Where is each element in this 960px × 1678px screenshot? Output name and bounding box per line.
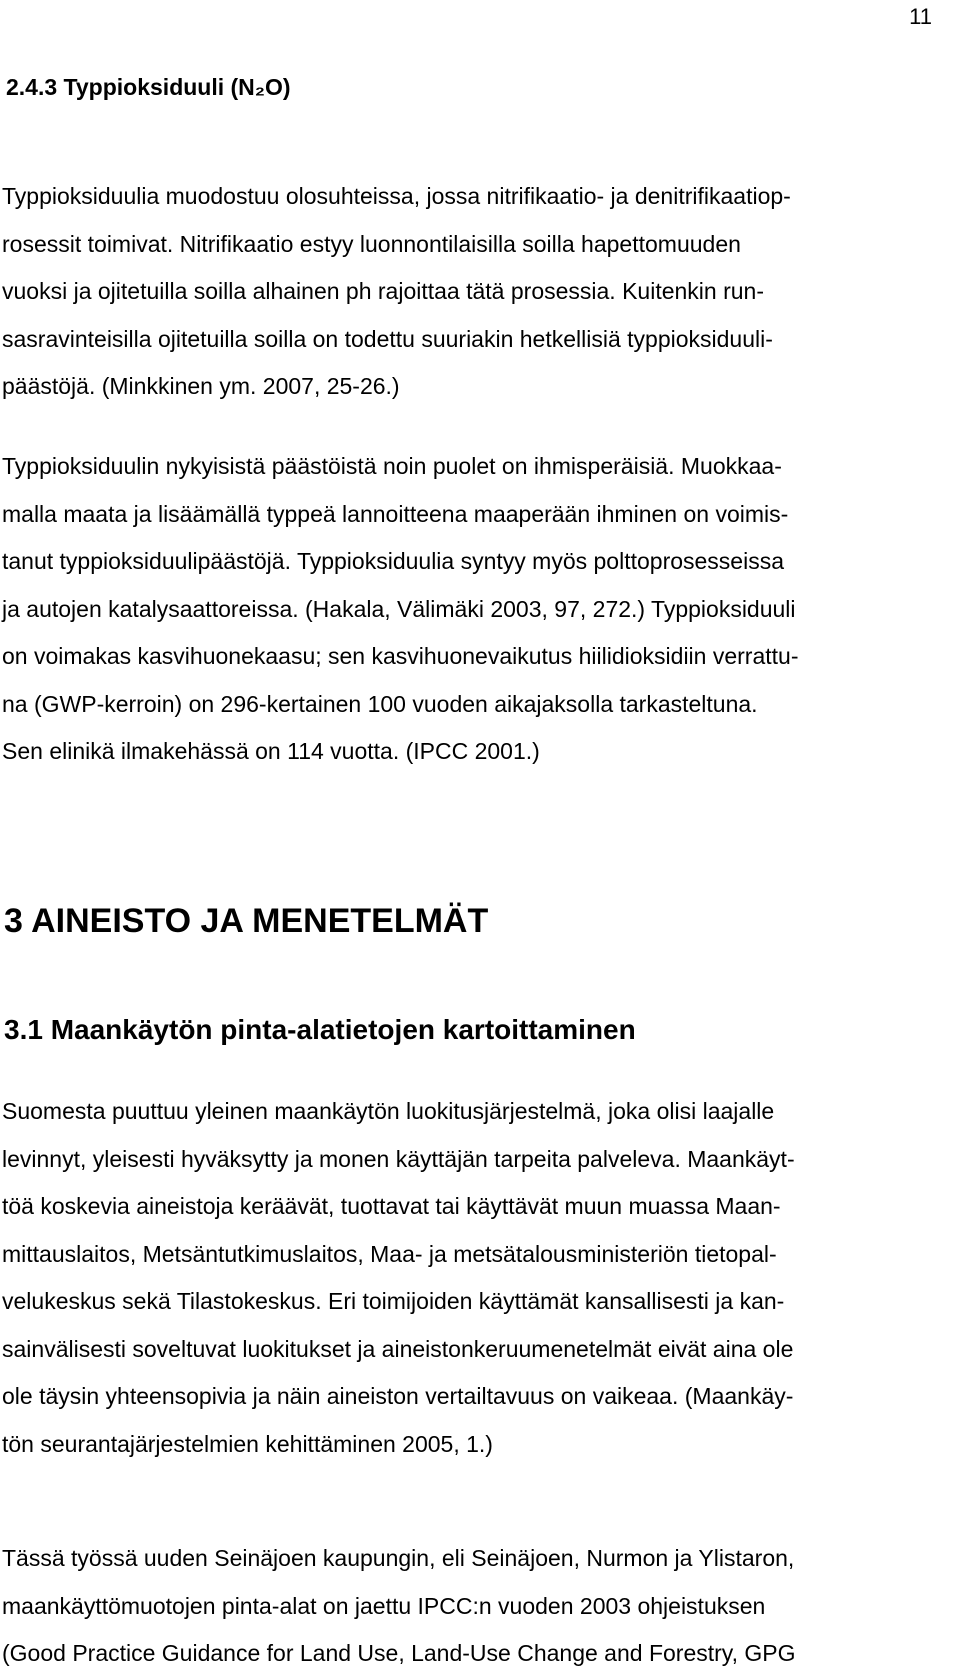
text-line: (Good Practice Guidance for Land Use, Land-Use Change and Forestry, GPG — [2, 1640, 796, 1666]
text-line: on voimakas kasvihuonekaasu; sen kasvihuonevaikutus hiilidioksidiin verrattu- — [2, 643, 799, 669]
text-line: tanut typpioksiduulipäästöjä. Typpioksiduulia syntyy myös polttoprosesseissa — [2, 548, 784, 574]
text-line: Typpioksiduulin nykyisistä päästöistä noin puolet on ihmisperäisiä. Muokkaa- — [2, 453, 782, 479]
text-line: rosessit toimivat. Nitrifikaatio estyy luonnontilaisilla soilla hapettomuuden — [2, 230, 741, 257]
text-line: na (GWP-kerroin) on 296-kertainen 100 vuoden aikajaksolla tarkasteltuna. — [2, 690, 758, 717]
text-line: töä koskevia aineistoja keräävät, tuottavat tai käyttävät muun muassa Maan- — [2, 1193, 781, 1219]
text-line: velukeskus sekä Tilastokeskus. Eri toimijoiden käyttämät kansallisesti ja kan- — [2, 1288, 785, 1314]
text-line: malla maata ja lisäämällä typpeä lannoitteena maaperään ihminen on voimis- — [2, 500, 789, 527]
text-line: Sen elinikä ilmakehässä on 114 vuotta. (IPCC 2001.) — [2, 738, 540, 764]
text-line: päästöjä. (Minkkinen ym. 2007, 25-26.) — [2, 373, 400, 399]
text-line: mittauslaitos, Metsäntutkimuslaitos, Maa- ja metsätalousministeriön tietopal- — [2, 1240, 777, 1267]
subsection-heading: 2.4.3 Typpioksiduuli (N₂O) — [6, 74, 291, 100]
text-line: maankäyttömuotojen pinta-alat on jaettu IPCC:n vuoden 2003 ohjeistuksen — [2, 1592, 766, 1619]
paragraph-nitrous-oxide-formation — [2, 173, 791, 411]
section-heading: 3.1 Maankäytön pinta-alatietojen kartoittaminen — [4, 1014, 636, 1045]
text-line: tön seurantajärjestelmien kehittäminen 2005, 1.) — [2, 1430, 493, 1457]
text-line: Typpioksiduulia muodostuu olosuhteissa, jossa nitrifikaatio- ja denitrifikaatiop- — [2, 183, 791, 209]
text-line: levinnyt, yleisesti hyväksytty ja monen käyttäjän tarpeita palveleva. Maankäyt- — [2, 1145, 795, 1172]
text-line: ole täysin yhteensopivia ja näin aineiston vertailtavuus on vaikeaa. (Maankäy- — [2, 1383, 794, 1409]
paragraph-study-area — [2, 1535, 795, 1678]
text-line: sasravinteisilla ojitetuilla soilla on todettu suuriakin hetkellisiä typpioksiduuli- — [2, 325, 773, 352]
chapter-heading: 3 AINEISTO JA MENETELMÄT — [4, 902, 489, 940]
text-line: ja autojen katalysaattoreissa. (Hakala, Välimäki 2003, 97, 272.) Typpioksiduuli — [2, 595, 796, 622]
text-line: Tässä työssä uuden Seinäjoen kaupungin, eli Seinäjoen, Nurmon ja Ylistaron, — [2, 1545, 795, 1571]
text-line: Suomesta puuttuu yleinen maankäytön luokitusjärjestelmä, joka olisi laajalle — [2, 1098, 775, 1124]
text-line: sainvälisesti soveltuvat luokitukset ja aineistonkeruumenetelmät eivät aina ole — [2, 1335, 794, 1362]
paragraph-nitrous-oxide-emissions — [2, 443, 798, 776]
page-number: 11 — [909, 4, 932, 29]
text-line: vuoksi ja ojitetuilla soilla alhainen ph rajoittaa tätä prosessia. Kuitenkin run- — [2, 278, 764, 304]
paragraph-land-use-classification — [2, 1088, 795, 1468]
